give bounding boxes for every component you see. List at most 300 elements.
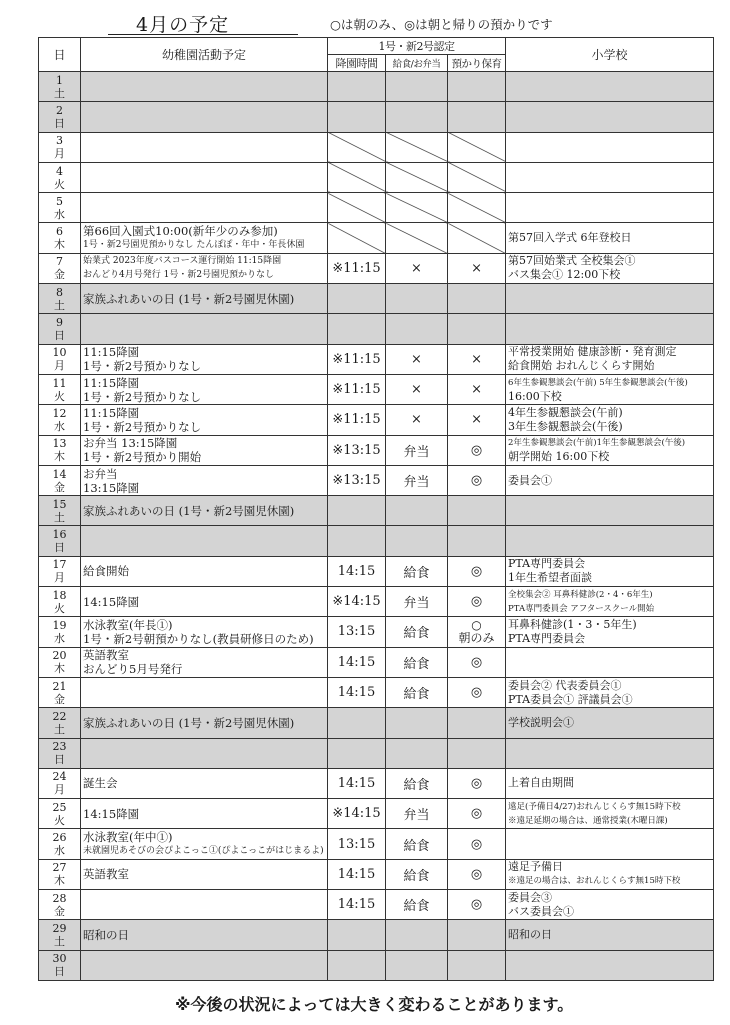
school-cell	[506, 890, 714, 920]
activity-cell	[81, 677, 328, 707]
schedule-row	[39, 284, 714, 314]
activity-line-1: 昭和の日	[83, 927, 129, 942]
school-cell	[506, 162, 714, 192]
dismissal-cell-empty	[328, 708, 386, 738]
activity-line-2: 1号・新2号預かり開始	[83, 450, 202, 465]
schedule-row	[39, 526, 714, 556]
schedule-row	[39, 465, 714, 495]
dismissal-cell-empty	[328, 920, 386, 950]
dismissal-cell-empty	[328, 72, 386, 102]
date-number: 29	[52, 921, 67, 935]
school-cell	[506, 374, 714, 404]
weekday: 火	[54, 813, 65, 827]
day-cell	[39, 496, 81, 526]
date-number: 24	[52, 770, 67, 784]
school-cell	[506, 132, 714, 162]
meal-cell-empty	[386, 526, 448, 556]
schedule-row	[39, 799, 714, 829]
activity-cell	[81, 890, 328, 920]
dismissal-cell-empty	[328, 314, 386, 344]
date-number: 11	[52, 376, 67, 390]
dismissal-time: ※13:15	[328, 435, 386, 465]
date-number: 16	[52, 528, 67, 542]
day-cell	[39, 708, 81, 738]
weekday: 日	[54, 329, 65, 343]
school-cell	[506, 587, 714, 617]
activity-line-1: 誕生会	[83, 776, 118, 791]
day-cell	[39, 950, 81, 980]
schedule-row	[39, 72, 714, 102]
care-cell-empty	[448, 738, 506, 768]
activity-cell	[81, 647, 328, 677]
school-line-2: バス委員会①	[508, 904, 575, 918]
day-cell	[39, 132, 81, 162]
activity-line-1: 英語教室	[83, 648, 129, 663]
activity-cell	[81, 496, 328, 526]
footer-note: ※今後の状況によっては大きく変わることがあります。	[175, 995, 574, 1014]
activity-cell	[81, 102, 328, 132]
dismissal-time: ※14:15	[328, 799, 386, 829]
dismissal-time: 14:15	[328, 556, 386, 586]
school-line-2: 16:00下校	[508, 389, 562, 403]
activity-line-1: 14:15降園	[83, 594, 140, 609]
meal-type: 給食	[386, 859, 448, 889]
care-cell-empty	[448, 950, 506, 980]
weekday: 水	[54, 631, 65, 645]
school-line-2: 1年生希望者面談	[508, 571, 593, 585]
activity-line-1: 14:15降園	[83, 806, 140, 821]
school-cell	[506, 314, 714, 344]
school-cell	[506, 284, 714, 314]
dismissal-time: ※11:15	[328, 405, 386, 435]
school-cell	[506, 253, 714, 283]
care-cell-empty	[448, 708, 506, 738]
weekday: 日	[54, 541, 65, 555]
school-cell	[506, 768, 714, 798]
date-number: 28	[52, 891, 67, 905]
school-line-2: 3年生参観懇談会(午後)	[508, 419, 623, 433]
school-cell	[506, 223, 714, 253]
activity-cell	[81, 193, 328, 223]
day-cell	[39, 677, 81, 707]
school-line-2: PTA委員会① 評議員会①	[508, 692, 633, 706]
care-cell-empty	[448, 496, 506, 526]
school-cell	[506, 72, 714, 102]
schedule-row	[39, 587, 714, 617]
school-cell	[506, 829, 714, 859]
date-number: 5	[56, 194, 63, 208]
day-cell	[39, 284, 81, 314]
activity-line-2: 1号・新2号預かりなし	[83, 389, 202, 404]
meal-cell-empty	[386, 223, 448, 253]
date-number: 30	[52, 952, 67, 966]
activity-line-1: お弁当	[83, 466, 118, 481]
care-mark: ◎	[448, 799, 506, 829]
care-note: 朝のみ	[458, 630, 495, 645]
school-cell	[506, 859, 714, 889]
school-cell	[506, 647, 714, 677]
weekday: 金	[54, 480, 65, 494]
date-number: 19	[52, 618, 67, 632]
activity-line-2: 1号・新2号預かりなし	[83, 359, 202, 374]
weekday: 日	[54, 965, 65, 979]
schedule-row	[39, 617, 714, 647]
weekday: 月	[54, 783, 65, 797]
school-line-1: 昭和の日	[508, 927, 553, 941]
care-cell-empty	[448, 526, 506, 556]
schedule-row	[39, 253, 714, 283]
date-number: 14	[52, 467, 67, 481]
schedule-row	[39, 708, 714, 738]
schedule-row	[39, 132, 714, 162]
day-cell	[39, 435, 81, 465]
day-cell	[39, 829, 81, 859]
weekday: 木	[54, 450, 65, 464]
dismissal-cell-empty	[328, 132, 386, 162]
day-cell	[39, 587, 81, 617]
school-line-1: 学校説明会①	[508, 715, 575, 729]
dismissal-time: ※11:15	[328, 344, 386, 374]
activity-line-1: 水泳教室(年中①)	[83, 830, 173, 845]
weekday: 月	[54, 359, 65, 373]
weekday: 金	[54, 268, 65, 282]
schedule-row	[39, 890, 714, 920]
school-line-1: 6年生参観懇談会(午前) 5年生参観懇談会(午後)	[508, 377, 688, 388]
meal-type: 弁当	[386, 435, 448, 465]
activity-line-2: おんどり4月号発行 1号・新2号園児預かりなし	[83, 270, 275, 281]
schedule-row	[39, 193, 714, 223]
weekday: 土	[54, 86, 65, 100]
date-number: 2	[56, 103, 63, 117]
activity-line-2: 未就園児あそびの会ぴよこっこ①(ぴよこっこがはじまるよ)	[83, 846, 324, 857]
meal-cell-empty	[386, 920, 448, 950]
weekday: 水	[54, 844, 65, 858]
school-line-1: 委員会①	[508, 473, 553, 487]
activity-cell	[81, 859, 328, 889]
school-cell	[506, 496, 714, 526]
activity-cell	[81, 920, 328, 950]
day-cell	[39, 223, 81, 253]
date-number: 27	[52, 861, 67, 875]
day-cell	[39, 859, 81, 889]
schedule-row	[39, 405, 714, 435]
school-line-1: 全校集会② 耳鼻科健診(2・4・6年生)	[508, 589, 653, 600]
header-care: 預かり保育	[448, 55, 506, 72]
schedule-row	[39, 829, 714, 859]
activity-line-1: 家族ふれあいの日 (1号・新2号園児休園)	[83, 503, 295, 518]
weekday: 木	[54, 662, 65, 676]
dismissal-cell-empty	[328, 526, 386, 556]
dismissal-cell-empty	[328, 193, 386, 223]
weekday: 火	[54, 177, 65, 191]
meal-cell-empty	[386, 314, 448, 344]
dismissal-time: ※11:15	[328, 253, 386, 283]
date-number: 12	[52, 406, 67, 420]
meal-cell-empty	[386, 102, 448, 132]
school-cell	[506, 708, 714, 738]
care-mark: ◎	[448, 647, 506, 677]
schedule-row	[39, 344, 714, 374]
school-line-1: PTA専門委員会	[508, 557, 586, 571]
meal-cell-empty	[386, 284, 448, 314]
date-number: 3	[56, 134, 63, 148]
activity-line-1: 英語教室	[83, 867, 129, 882]
care-mark: ◎	[448, 677, 506, 707]
care-mark: ◎	[448, 556, 506, 586]
dismissal-cell-empty	[328, 102, 386, 132]
day-cell	[39, 465, 81, 495]
schedule-row	[39, 768, 714, 798]
date-number: 4	[56, 164, 63, 178]
school-line-2: 給食開始 おれんじくらす開始	[508, 359, 655, 373]
activity-cell	[81, 465, 328, 495]
dismissal-cell-empty	[328, 950, 386, 980]
weekday: 月	[54, 571, 65, 585]
school-line-2: PTA専門委員会 アフタースクール開始	[508, 603, 655, 614]
care-mark: ◎	[448, 890, 506, 920]
care-cell-empty	[448, 223, 506, 253]
school-cell	[506, 526, 714, 556]
activity-cell	[81, 435, 328, 465]
weekday: 火	[54, 389, 65, 403]
day-cell	[39, 72, 81, 102]
dismissal-cell-empty	[328, 162, 386, 192]
date-number: 26	[52, 831, 67, 845]
day-cell	[39, 647, 81, 677]
activity-cell	[81, 405, 328, 435]
date-number: 7	[56, 255, 63, 269]
care-cell-empty	[448, 132, 506, 162]
meal-cell-empty	[386, 162, 448, 192]
activity-line-1: 水泳教室(年長①)	[83, 617, 173, 632]
meal-type: 給食	[386, 556, 448, 586]
activity-cell	[81, 223, 328, 253]
activity-line-2: 1号・新2号園児預かりなし たんぽぽ・年中・年長休園	[83, 240, 305, 251]
date-number: 9	[56, 316, 63, 330]
school-cell	[506, 435, 714, 465]
school-line-1: 2年生参観懇談会(午前)1年生参観懇談会(午後)	[508, 438, 686, 449]
schedule-row	[39, 374, 714, 404]
care-mark: ○	[471, 617, 482, 632]
care-mark: ×	[448, 253, 506, 283]
activity-cell	[81, 284, 328, 314]
dismissal-time: 14:15	[328, 677, 386, 707]
school-line-2: 朝学開始 16:00下校	[508, 450, 610, 464]
schedule-row	[39, 496, 714, 526]
weekday: 土	[54, 722, 65, 736]
schedule-row	[39, 859, 714, 889]
school-line-1: 遠足予備日	[508, 860, 564, 874]
school-line-1: 4年生参観懇談会(午前)	[508, 405, 623, 419]
activity-line-2: 13:15降園	[83, 480, 140, 495]
date-number: 21	[52, 679, 67, 693]
header-day: 日	[39, 38, 81, 72]
activity-cell	[81, 314, 328, 344]
header-school: 小学校	[506, 38, 714, 72]
activity-cell	[81, 617, 328, 647]
care-mark: ◎	[448, 859, 506, 889]
activity-line-1: 家族ふれあいの日 (1号・新2号園児休園)	[83, 715, 295, 730]
dismissal-cell-empty	[328, 223, 386, 253]
activity-cell	[81, 708, 328, 738]
weekday: 金	[54, 904, 65, 918]
activity-cell	[81, 950, 328, 980]
school-line-1: 第57回入学式 6年登校日	[508, 231, 632, 245]
date-number: 22	[52, 709, 67, 723]
school-line-1: 第57回始業式 全校集会①	[508, 254, 636, 268]
schedule-row	[39, 556, 714, 586]
care-mark: ◎	[448, 465, 506, 495]
meal-type: 給食	[386, 890, 448, 920]
school-line-1: 上着自由期間	[508, 776, 575, 790]
school-cell	[506, 799, 714, 829]
activity-line-2: 1号・新2号預かりなし	[83, 419, 202, 434]
school-cell	[506, 920, 714, 950]
care-cell-empty	[448, 193, 506, 223]
school-cell	[506, 738, 714, 768]
activity-cell	[81, 162, 328, 192]
dismissal-time: ※13:15	[328, 465, 386, 495]
activity-line-1: 家族ふれあいの日 (1号・新2号園児休園)	[83, 291, 295, 306]
date-number: 25	[52, 800, 67, 814]
schedule-row	[39, 677, 714, 707]
day-cell	[39, 799, 81, 829]
school-cell	[506, 193, 714, 223]
date-number: 17	[52, 558, 67, 572]
header-activity: 幼稚園活動予定	[81, 38, 328, 72]
date-number: 13	[52, 437, 67, 451]
dismissal-time: ※14:15	[328, 587, 386, 617]
care-cell-empty	[448, 920, 506, 950]
activity-cell	[81, 344, 328, 374]
weekday: 土	[54, 510, 65, 524]
care-mark: ×	[448, 405, 506, 435]
dismissal-time: 14:15	[328, 768, 386, 798]
activity-line-1: 11:15降園	[83, 345, 140, 360]
weekday: 水	[54, 419, 65, 433]
dismissal-time: 13:15	[328, 829, 386, 859]
day-cell	[39, 314, 81, 344]
weekday: 月	[54, 147, 65, 161]
activity-line-1: お弁当 13:15降園	[83, 436, 178, 451]
school-line-1: 委員会③	[508, 890, 553, 904]
date-number: 18	[52, 588, 67, 602]
meal-type: ×	[386, 405, 448, 435]
care-cell-empty	[448, 284, 506, 314]
date-number: 23	[52, 740, 67, 754]
activity-line-2: 1号・新2号朝預かりなし(教員研修日のため)	[83, 631, 314, 646]
dismissal-cell-empty	[328, 284, 386, 314]
date-number: 8	[56, 285, 63, 299]
schedule-row	[39, 162, 714, 192]
school-line-1: 耳鼻科健診(1・3・5年生)	[508, 617, 637, 631]
dismissal-cell-empty	[328, 738, 386, 768]
meal-cell-empty	[386, 738, 448, 768]
care-mark: ◎	[448, 768, 506, 798]
activity-line-1: 11:15降園	[83, 375, 140, 390]
meal-type: 給食	[386, 617, 448, 647]
care-mark: ×	[448, 374, 506, 404]
header-meal: 給食/お弁当	[386, 55, 448, 72]
day-cell	[39, 102, 81, 132]
day-cell	[39, 890, 81, 920]
dismissal-time: 13:15	[328, 617, 386, 647]
schedule-table	[38, 37, 714, 981]
day-cell	[39, 920, 81, 950]
day-cell	[39, 162, 81, 192]
activity-cell	[81, 556, 328, 586]
meal-type: ×	[386, 374, 448, 404]
title-underline	[108, 34, 298, 35]
school-cell	[506, 102, 714, 132]
school-cell	[506, 617, 714, 647]
activity-cell	[81, 587, 328, 617]
care-cell-empty	[448, 102, 506, 132]
weekday: 日	[54, 753, 65, 767]
dismissal-time: ※11:15	[328, 374, 386, 404]
dismissal-cell-empty	[328, 496, 386, 526]
day-cell	[39, 556, 81, 586]
meal-type: 給食	[386, 768, 448, 798]
care-cell-empty	[448, 72, 506, 102]
weekday: 水	[54, 207, 65, 221]
meal-cell-empty	[386, 132, 448, 162]
meal-cell-empty	[386, 193, 448, 223]
schedule-row	[39, 920, 714, 950]
school-line-2: ※遠足の場合は、おれんじくらす無15時下校	[508, 876, 681, 887]
school-line-1: 遠足(予備日4/27)おれんじくらす無15時下校	[508, 801, 681, 812]
activity-cell	[81, 799, 328, 829]
school-line-2: バス集会① 12:00下校	[508, 268, 621, 282]
school-cell	[506, 405, 714, 435]
weekday: 日	[54, 116, 65, 130]
care-mark: ×	[448, 344, 506, 374]
care-legend: ○は朝のみ、◎は朝と帰りの預かりです	[330, 17, 553, 32]
care-cell-empty	[448, 162, 506, 192]
schedule-row	[39, 647, 714, 677]
dismissal-time: 14:15	[328, 859, 386, 889]
day-cell	[39, 738, 81, 768]
meal-type: 給食	[386, 647, 448, 677]
care-mark: ◎	[448, 435, 506, 465]
weekday: 土	[54, 298, 65, 312]
meal-cell-empty	[386, 496, 448, 526]
page-title: 4月の予定	[136, 14, 230, 36]
day-cell	[39, 193, 81, 223]
school-cell	[506, 465, 714, 495]
care-cell-empty	[448, 314, 506, 344]
activity-cell	[81, 253, 328, 283]
activity-cell	[81, 132, 328, 162]
meal-cell-empty	[386, 708, 448, 738]
meal-type: 弁当	[386, 799, 448, 829]
activity-line-1: 第66回入園式10:00(新年少のみ参加)	[83, 224, 278, 239]
day-cell	[39, 253, 81, 283]
date-number: 15	[52, 497, 67, 511]
meal-type: 弁当	[386, 587, 448, 617]
activity-line-1: 11:15降園	[83, 405, 140, 420]
day-cell	[39, 768, 81, 798]
meal-cell-empty	[386, 72, 448, 102]
schedule-row	[39, 435, 714, 465]
school-line-2: ※遠足延期の場合は、通常授業(木曜日課)	[508, 815, 668, 826]
meal-cell-empty	[386, 950, 448, 980]
school-cell	[506, 344, 714, 374]
day-cell	[39, 405, 81, 435]
activity-line-1: 給食開始	[83, 564, 129, 579]
care-mark: ◎	[448, 587, 506, 617]
school-line-2: PTA専門委員会	[508, 631, 586, 645]
